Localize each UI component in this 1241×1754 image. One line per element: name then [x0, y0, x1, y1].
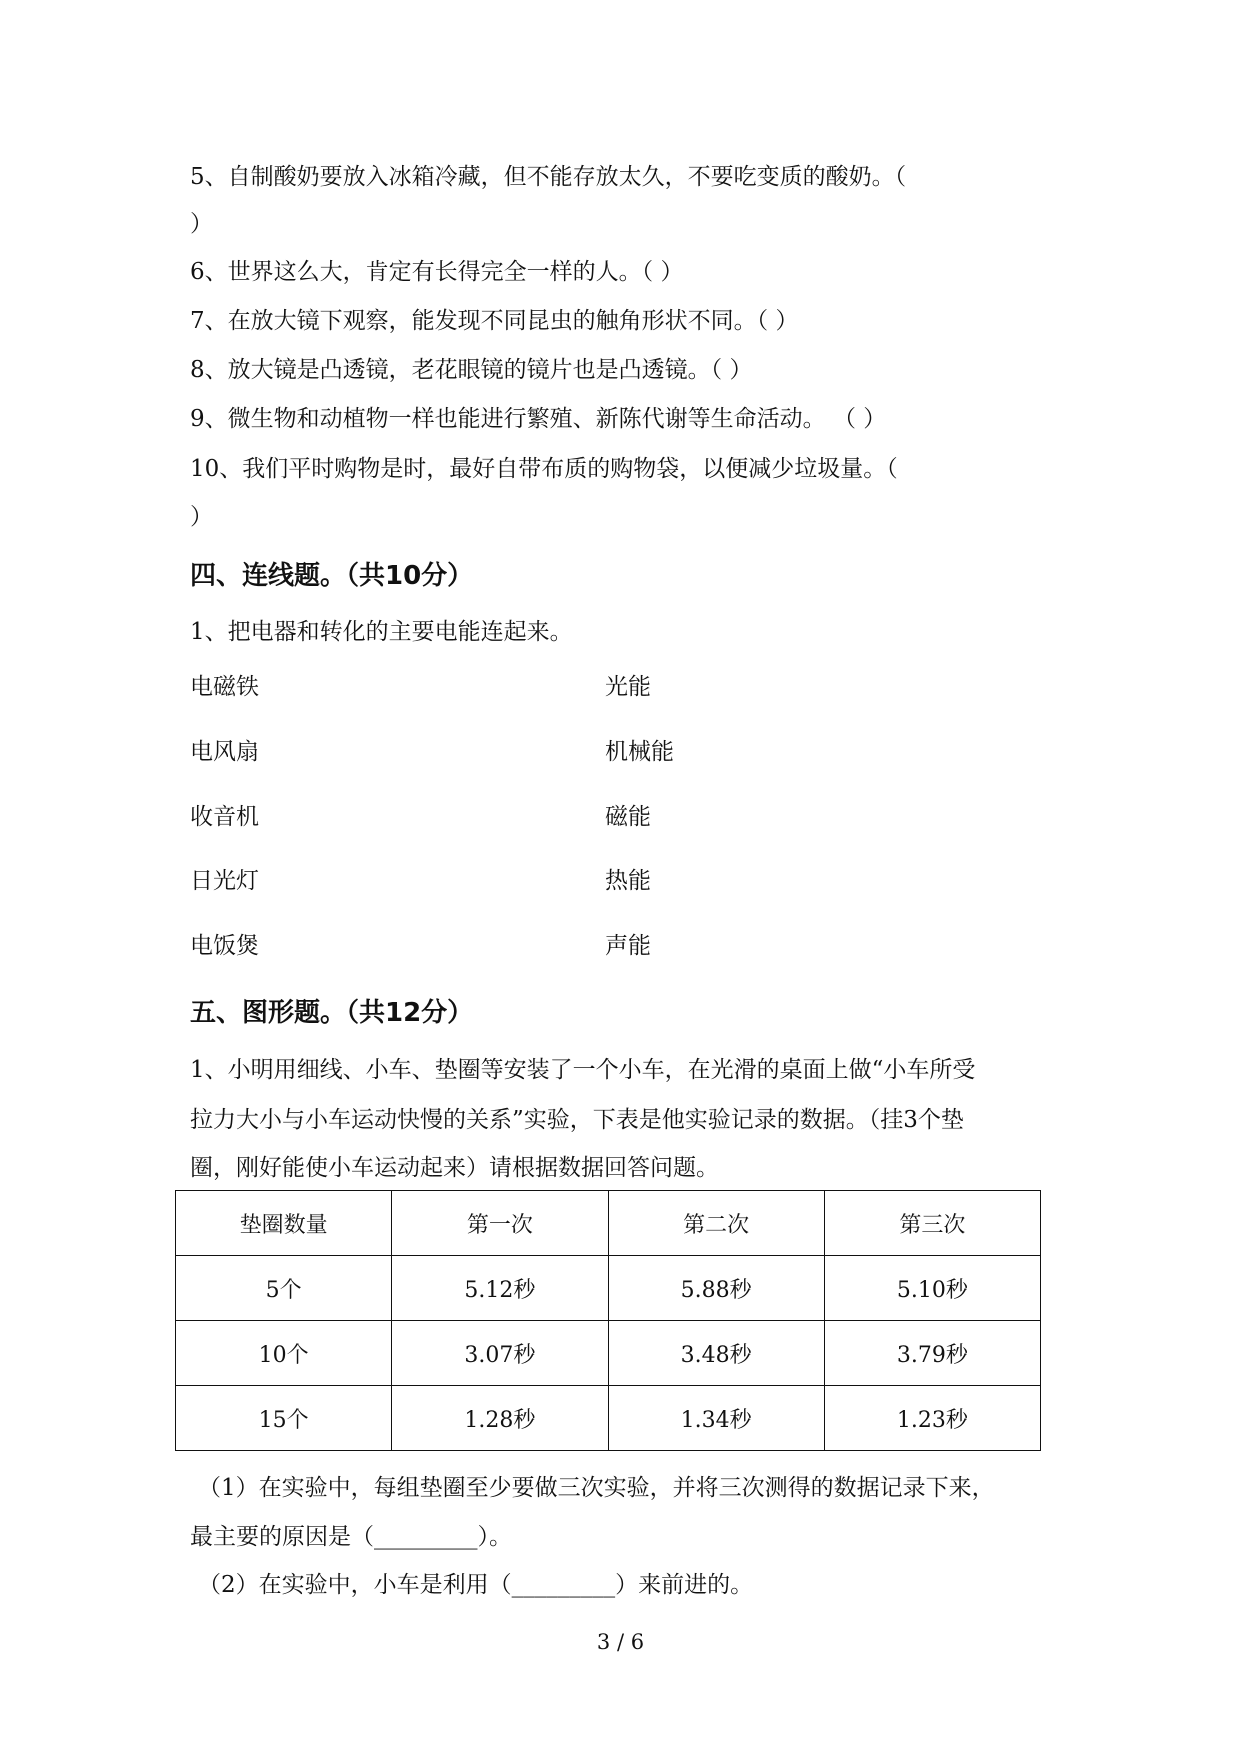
table-header-row	[176, 1191, 1041, 1256]
matching-right-item: 磁能	[605, 804, 651, 830]
table-cell: 5.12秒	[392, 1256, 608, 1321]
table-row	[176, 1321, 1041, 1386]
table-header-cell: 第一次	[392, 1191, 608, 1256]
table-cell: 1.34秒	[608, 1386, 824, 1451]
matching-right-item: 机械能	[605, 739, 674, 765]
table-cell: 5个	[176, 1256, 392, 1321]
section-5-question-line: 1、小明用细线、小车、垫圈等安装了一个小车，在光滑的桌面上做“小车所受	[190, 1057, 976, 1083]
table-cell: 15个	[176, 1386, 392, 1451]
table-cell: 1.28秒	[392, 1386, 608, 1451]
matching-left-item: 日光灯	[190, 868, 259, 894]
tf-item-7: 7、在放大镜下观察，能发现不同昆虫的触角形状不同。（ ）	[190, 308, 799, 334]
tf-item-5: 5、自制酸奶要放入冰箱冷藏，但不能存放太久，不要吃变质的酸奶。（	[190, 164, 907, 190]
table-row	[176, 1256, 1041, 1321]
table-cell: 10个	[176, 1321, 392, 1386]
matching-left-item: 电饭煲	[190, 933, 259, 959]
section-4-question: 1、把电器和转化的主要电能连起来。	[190, 619, 573, 645]
matching-right-item: 光能	[605, 674, 651, 700]
matching-right-item: 声能	[605, 933, 651, 959]
tf-item-8: 8、放大镜是凸透镜，老花眼镜的镜片也是凸透镜。（ ）	[190, 357, 753, 383]
section-5-heading: 五、图形题。（共12分）	[190, 998, 474, 1028]
page-number: 3 / 6	[596, 1630, 645, 1654]
matching-left-item: 电磁铁	[190, 674, 259, 700]
table-row	[176, 1386, 1041, 1451]
sub-question-1-cont: 最主要的原因是（_________）。	[190, 1524, 512, 1550]
tf-item-10-cont: ）	[190, 504, 213, 530]
section-5-question-line: 拉力大小与小车运动快慢的关系”实验，下表是他实验记录的数据。（挂3个垫	[190, 1107, 964, 1133]
table-cell: 5.88秒	[608, 1256, 824, 1321]
tf-item-10: 10、我们平时购物是时，最好自带布质的购物袋，以便减少垃圾量。（	[190, 456, 898, 482]
table-cell: 1.23秒	[824, 1386, 1040, 1451]
table-cell: 3.07秒	[392, 1321, 608, 1386]
table-cell: 5.10秒	[824, 1256, 1040, 1321]
tf-item-9: 9、微生物和动植物一样也能进行繁殖、新陈代谢等生命活动。 （ ）	[190, 406, 887, 432]
section-5-question-line: 圈，刚好能使小车运动起来）请根据数据回答问题。	[190, 1155, 719, 1181]
matching-right-item: 热能	[605, 868, 651, 894]
matching-left-item: 收音机	[190, 804, 259, 830]
table-header-cell: 垫圈数量	[176, 1191, 392, 1256]
table-header-cell: 第二次	[608, 1191, 824, 1256]
experiment-data-table	[175, 1190, 1041, 1451]
sub-question-2: （2）在实验中，小车是利用（_________）来前进的。	[198, 1572, 754, 1598]
tf-item-6: 6、世界这么大，肯定有长得完全一样的人。（ ）	[190, 259, 684, 285]
sub-question-1: （1）在实验中，每组垫圈至少要做三次实验，并将三次测得的数据记录下来，	[198, 1475, 995, 1501]
matching-left-item: 电风扇	[190, 739, 259, 765]
tf-item-5-cont: ）	[190, 211, 213, 237]
table-header-cell: 第三次	[824, 1191, 1040, 1256]
table-cell: 3.79秒	[824, 1321, 1040, 1386]
table-cell: 3.48秒	[608, 1321, 824, 1386]
section-4-heading: 四、连线题。（共10分）	[190, 561, 474, 591]
